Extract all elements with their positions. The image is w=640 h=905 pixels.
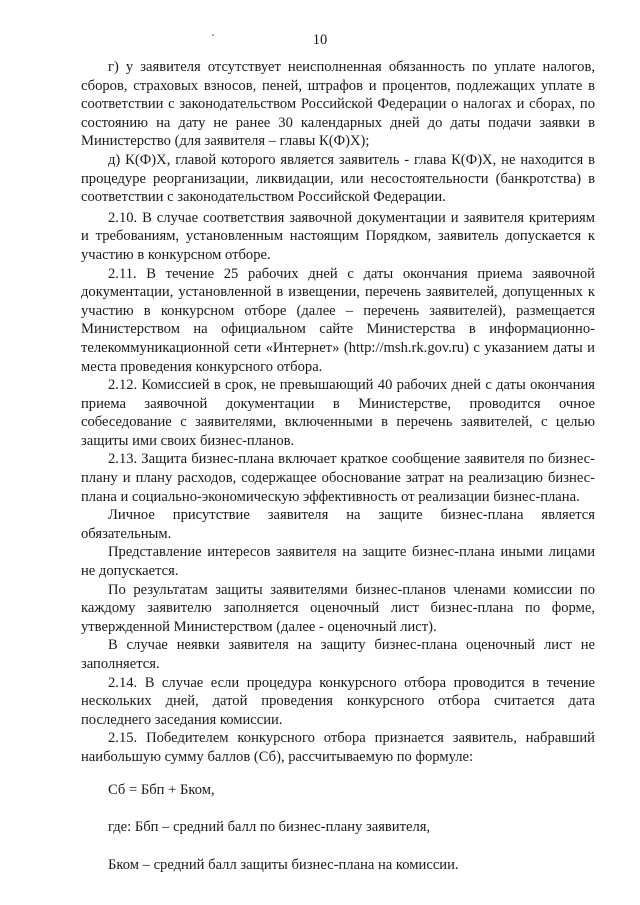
paragraph-g: г) у заявителя отсутствует неисполненная обязанность по уплате налогов, сборов, страховых взносов, пеней, штрафов и процентов, подлежащих уплате в соответствии с законодательством Российской Федерации о налогах и сборах, по состоянию на дату не ранее 30 календарных дней до даты подачи заявки в Министерство (для заявителя – главы К(Ф)Х); — [81, 59, 595, 150]
page-number: 10 — [312, 32, 328, 48]
paragraph-2-12: 2.12. Комиссией в срок, не превышающий 40 рабочих дней с даты окончания приема заявочной документации в Министерстве, проводится очное собеседование с заявителями, включенными в перечень заявителей, с целью защиты ими своих бизнес-планов. — [81, 377, 595, 449]
paragraph-2-14: 2.14. В случае если процедура конкурсного отбора проводится в течение нескольких дней, датой проведения конкурсного отбора считается дата последнего заседания комиссии. — [81, 674, 595, 728]
paragraph-2-13: 2.13. Защита бизнес-плана включает краткое сообщение заявителя по бизнес-плану и плану расходов, содержащее обоснование затрат на реализацию бизнес-плана и социально-экономическую эффективность от реализации бизнес-плана. — [81, 451, 595, 505]
paragraph-2-11: 2.11. В течение 25 рабочих дней с даты окончания приема заявочной документации, установленной в извещении, перечень заявителей, допущенных к участию в конкурсном отборе (далее – перечень заявителей), размещается Министерством на официальном сайте Министерства в информационно-телекоммуникационной сети «Интернет» (http://msh.rk.gov.ru) с указанием даты и места проведения конкурсного отбора. — [81, 265, 595, 375]
paragraph-presence: Личное присутствие заявителя на защите бизнес-плана является обязательным. — [81, 507, 595, 542]
paragraph-d: д) К(Ф)Х, главой которого является заявитель - глава К(Ф)Х, не находится в процедуре реорганизации, ликвидации, или несостоятельности (банкротства) в соответствии с законодательством Российской Федерации. — [81, 151, 595, 206]
formula-where: где: Ббп – средний балл по бизнес-плану заявителя, — [108, 819, 431, 836]
scan-speck — [212, 34, 214, 36]
paragraph-2-15: 2.15. Победителем конкурсного отбора признается заявитель, набравший наибольшую сумму баллов (Сб), рассчитываемую по формуле: — [81, 730, 595, 765]
paragraph-2-10: 2.10. В случае соответствия заявочной документации и заявителя критериям и требованиям, установленным настоящим Порядком, заявитель допускается к участию в конкурсном отборе. — [81, 209, 595, 263]
paragraph-results: По результатам защиты заявителями бизнес-планов членами комиссии по каждому заявителю заполняется оценочный лист бизнес-плана по форме, утвержденной Министерством (далее - оценочный лист). — [81, 581, 595, 635]
formula-bkom: Бком – средний балл защиты бизнес-плана на комиссии. — [108, 856, 459, 873]
paragraph-noshow: В случае неявки заявителя на защиту бизнес-плана оценочный лист не заполняется. — [81, 637, 595, 672]
document-body — [81, 58, 595, 874]
formula-main: Сб = Ббп + Бком, — [108, 781, 215, 798]
paragraph-representation: Представление интересов заявителя на защите бизнес-плана иными лицами не допускается. — [81, 544, 595, 580]
